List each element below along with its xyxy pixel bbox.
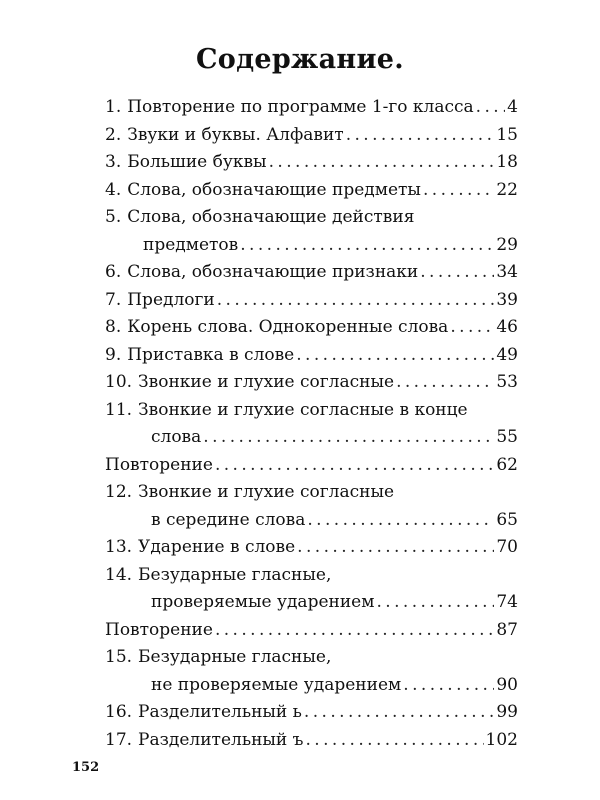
- toc-entry-title: предметов: [143, 234, 239, 255]
- toc-entry-number: 17.: [105, 729, 133, 750]
- dot-leader: [215, 617, 494, 645]
- dot-leader: [476, 94, 506, 122]
- toc-entry: [105, 342, 518, 370]
- toc-entry-page: 22: [496, 179, 518, 200]
- toc-entry-line: [105, 644, 518, 672]
- toc-entry: [105, 397, 518, 452]
- dot-leader: [305, 727, 483, 755]
- toc-entry-line: [105, 342, 518, 370]
- toc-entry-page: 15: [496, 124, 518, 145]
- toc-entry: [105, 699, 518, 727]
- toc-entry-title: не проверяемые ударением: [151, 674, 402, 695]
- toc-entry-title: слова: [151, 427, 202, 447]
- toc-entry-title: Слова, обозначающие предметы: [127, 179, 421, 200]
- dot-leader: [450, 314, 494, 342]
- toc-entry-number: 10.: [105, 372, 133, 392]
- toc-entry-line: [105, 424, 518, 452]
- dot-leader: [396, 369, 494, 397]
- toc-entry-title: Звуки и буквы. Алфавит: [127, 124, 344, 145]
- dot-leader: [423, 177, 494, 205]
- toc-entry-number: 2.: [105, 124, 122, 145]
- toc-entry-page: 39: [496, 289, 518, 310]
- toc-entry-page: 99: [496, 702, 518, 722]
- toc-entry-line: [105, 204, 518, 232]
- toc-entry: [105, 204, 518, 259]
- toc-entry-line: [105, 507, 518, 535]
- toc-entry-page: 90: [496, 674, 518, 695]
- toc-entry-title: Повторение по программе 1-го класса: [127, 97, 474, 117]
- toc-entry-line: [105, 589, 518, 617]
- dot-leader: [240, 232, 494, 260]
- toc-entry: [105, 452, 518, 480]
- toc-entry-page: 49: [496, 344, 518, 365]
- toc-entry: [105, 287, 518, 315]
- toc-entry-page: 46: [496, 317, 518, 337]
- toc-entry: [105, 727, 518, 755]
- toc-entry: [105, 259, 518, 287]
- toc-entry: [105, 177, 518, 205]
- toc-entry-line: [105, 397, 518, 425]
- toc-entry: [105, 94, 518, 122]
- dot-leader: [420, 259, 494, 287]
- toc-entry-title: Звонкие и глухие согласные: [138, 372, 395, 392]
- dot-leader: [217, 287, 495, 315]
- toc-entry: [105, 562, 518, 617]
- toc-entry-title: Большие буквы: [127, 152, 267, 172]
- toc-entry-number: 8.: [105, 317, 122, 337]
- toc-entry-title: Приставка в слове: [127, 344, 295, 365]
- toc-entry: [105, 617, 518, 645]
- toc-entry-page: 4: [507, 97, 518, 117]
- toc-entry-page: 29: [496, 234, 518, 255]
- toc-entry-line: [105, 149, 518, 177]
- dot-leader: [304, 699, 494, 727]
- toc-entry-page: 55: [496, 427, 518, 447]
- toc-entry-line: [105, 232, 518, 260]
- toc-entry-title: Звонкие и глухие согласные: [138, 482, 395, 502]
- dot-leader: [296, 342, 494, 370]
- toc-entry-title: Повторение: [105, 454, 213, 475]
- toc-entry-line: [105, 479, 518, 507]
- toc-entry-line: [105, 452, 518, 480]
- toc-entry-number: 3.: [105, 152, 122, 172]
- toc-entry-number: 4.: [105, 179, 122, 200]
- toc-entry-line: [105, 727, 518, 755]
- toc-entry-line: [105, 122, 518, 150]
- toc-entry: [105, 122, 518, 150]
- toc-entry-page: 53: [496, 372, 518, 392]
- toc-entry-title: Корень слова. Однокоренные слова: [127, 317, 449, 337]
- toc-entry-page: 62: [496, 454, 518, 475]
- dot-leader: [297, 534, 494, 562]
- toc-entry-line: [105, 617, 518, 645]
- page-title: Содержание.: [196, 44, 404, 75]
- toc-entry-number: 5.: [105, 207, 122, 227]
- table-of-contents: [105, 94, 518, 754]
- toc-entry-number: 9.: [105, 344, 122, 365]
- toc-entry-number: 16.: [105, 702, 133, 722]
- toc-entry-title: проверяемые ударением: [151, 592, 375, 612]
- page-number: 152: [72, 760, 100, 775]
- dot-leader: [376, 589, 494, 617]
- toc-entry-number: 13.: [105, 537, 133, 557]
- toc-entry-line: [105, 314, 518, 342]
- toc-entry-line: [105, 534, 518, 562]
- toc-entry: [105, 314, 518, 342]
- toc-entry-line: [105, 94, 518, 122]
- dot-leader: [203, 424, 494, 452]
- toc-entry: [105, 369, 518, 397]
- toc-entry-line: [105, 672, 518, 700]
- toc-entry-title: Безударные гласные,: [138, 647, 332, 667]
- toc-entry: [105, 644, 518, 699]
- toc-entry-line: [105, 369, 518, 397]
- toc-entry-title: Звонкие и глухие согласные в конце: [138, 399, 468, 420]
- dot-leader: [403, 672, 494, 700]
- toc-entry-title: Разделительный ь: [138, 702, 302, 722]
- toc-entry-number: 1.: [105, 97, 122, 117]
- toc-entry-line: [105, 699, 518, 727]
- toc-entry-page: 34: [496, 262, 518, 282]
- dot-leader: [269, 149, 495, 177]
- toc-entry-title: Ударение в слове: [138, 537, 296, 557]
- toc-entry-title: Разделительный ъ: [138, 729, 304, 750]
- dot-leader: [307, 507, 494, 535]
- toc-entry-title: Слова, обозначающие признаки: [127, 262, 419, 282]
- toc-entry-page: 70: [496, 537, 518, 557]
- toc-entry-page: 102: [485, 729, 518, 750]
- toc-entry-page: 74: [496, 592, 518, 612]
- toc-entry-line: [105, 562, 518, 590]
- toc-entry-number: 11.: [105, 399, 133, 420]
- toc-entry-title: в середине слова: [151, 509, 306, 530]
- toc-entry-title: Слова, обозначающие действия: [127, 207, 415, 227]
- toc-entry-title: Повторение: [105, 619, 213, 640]
- toc-entry-line: [105, 287, 518, 315]
- toc-entry: [105, 479, 518, 534]
- toc-entry-page: 87: [496, 619, 518, 640]
- toc-entry-title: Предлоги: [127, 289, 215, 310]
- toc-entry-number: 15.: [105, 647, 133, 667]
- toc-entry-line: [105, 259, 518, 287]
- toc-entry-page: 65: [496, 509, 518, 530]
- dot-leader: [215, 452, 494, 480]
- toc-entry-number: 12.: [105, 482, 133, 502]
- toc-entry-page: 18: [496, 152, 518, 172]
- toc-entry-title: Безударные гласные,: [138, 564, 332, 585]
- toc-entry: [105, 534, 518, 562]
- toc-entry-number: 7.: [105, 289, 122, 310]
- toc-entry-line: [105, 177, 518, 205]
- toc-entry-number: 14.: [105, 564, 133, 585]
- toc-entry: [105, 149, 518, 177]
- toc-entry-number: 6.: [105, 262, 122, 282]
- dot-leader: [346, 122, 495, 150]
